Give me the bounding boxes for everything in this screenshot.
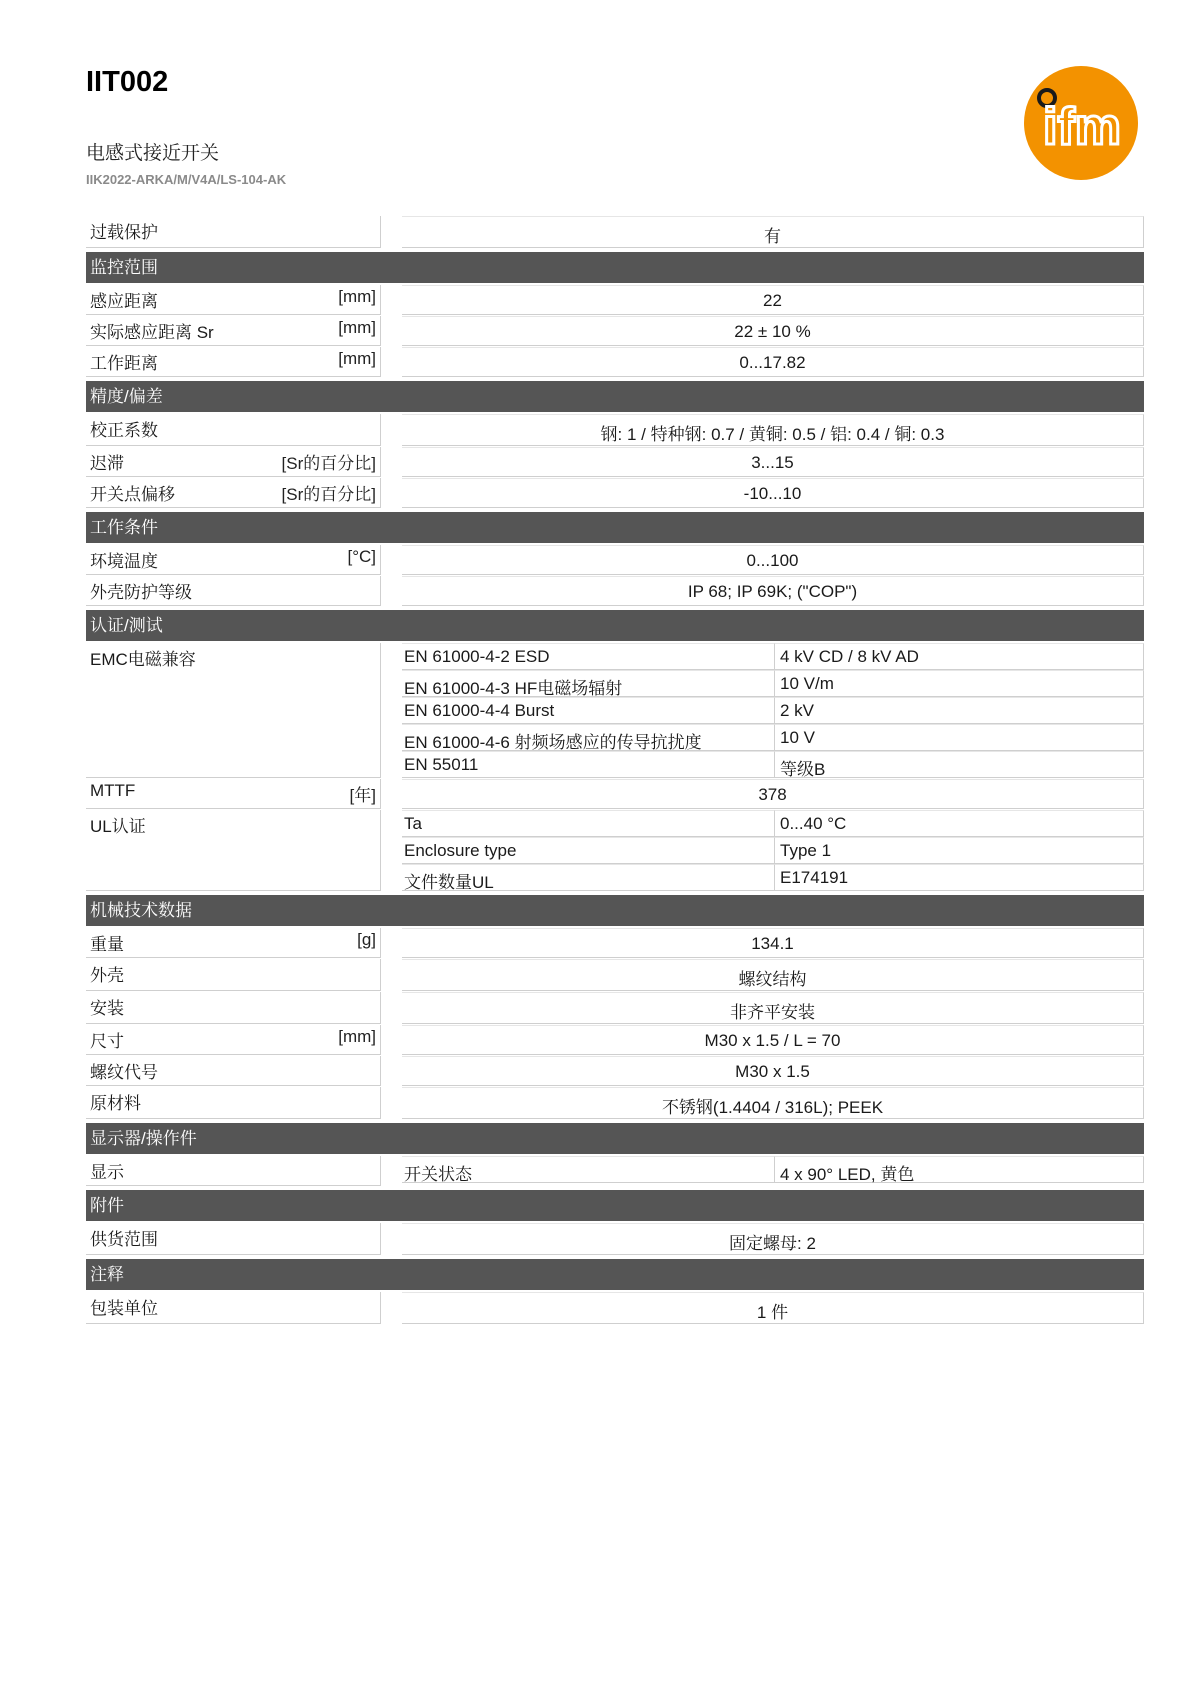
row-label: 包装单位: [90, 1299, 158, 1318]
row-unit: [°C]: [347, 547, 376, 566]
row-unit: [年]: [349, 786, 376, 805]
table-row-correction-factors: [86, 414, 1144, 446]
emc-value: 4 kV CD / 8 kV AD: [775, 643, 1144, 670]
product-subtitle: 电感式接近开关: [86, 143, 220, 164]
ul-key: 文件数量UL: [402, 864, 775, 891]
row-unit: [Sr的百分比]: [281, 485, 376, 504]
row-value: 0...17.82: [402, 347, 1144, 377]
row-value: M30 x 1.5 / L = 70: [402, 1025, 1144, 1055]
ul-subtable: [402, 810, 1144, 891]
emc-standard: EN 61000-4-4 Burst: [402, 697, 775, 724]
emc-standard: EN 55011: [402, 751, 775, 778]
row-unit: [mm]: [338, 287, 376, 306]
row-label: 显示: [90, 1163, 124, 1182]
display-key: 开关状态: [402, 1156, 775, 1183]
emc-subtable: [402, 643, 1144, 778]
ul-value: Type 1: [775, 837, 1144, 864]
row-label: 过载保护: [90, 223, 158, 242]
logo-text: ifm: [1043, 98, 1121, 156]
table-row-sensing-range: [86, 285, 1144, 315]
ifm-logo-icon: [1022, 64, 1140, 182]
list-item: [402, 1156, 1144, 1183]
row-value: 22 ± 10 %: [402, 316, 1144, 346]
section-header-monitoring: 监控范围: [86, 252, 1144, 283]
row-label: 外壳防护等级: [90, 583, 192, 602]
row-unit: [Sr的百分比]: [281, 454, 376, 473]
section-header-accuracy: 精度/偏差: [86, 381, 1144, 412]
row-value: 1 件: [402, 1292, 1144, 1324]
row-value: 钢: 1 / 特种钢: 0.7 / 黄铜: 0.5 / 铝: 0.4 / 铜: 0.3: [402, 414, 1144, 446]
list-item: [402, 837, 1144, 864]
row-label: 供货范围: [90, 1230, 158, 1249]
table-row-real-sensing-range: [86, 316, 1144, 346]
emc-standard: EN 61000-4-3 HF电磁场辐射: [402, 670, 775, 697]
row-label: UL认证: [90, 817, 146, 836]
ul-key: Ta: [402, 810, 775, 837]
ul-key: Enclosure type: [402, 837, 775, 864]
row-label: 安装: [90, 999, 124, 1018]
table-row-housing: [86, 959, 1144, 991]
list-item: [402, 724, 1144, 751]
row-value: IP 68; IP 69K; ("COP"): [402, 576, 1144, 606]
row-label: 校正系数: [90, 421, 158, 440]
row-value: 22: [402, 285, 1144, 315]
row-label: 开关点偏移: [90, 485, 175, 504]
table-row-weight: [86, 928, 1144, 958]
row-value: 3...15: [402, 447, 1144, 477]
section-header-notes: 注释: [86, 1259, 1144, 1290]
list-item: [402, 864, 1144, 891]
table-row-ul-approval: [86, 810, 1144, 891]
table-row-ambient-temperature: [86, 545, 1144, 575]
row-label: 尺寸: [90, 1032, 124, 1051]
table-row-protection-rating: [86, 576, 1144, 606]
section-header-accessories: 附件: [86, 1190, 1144, 1221]
table-row-display: [86, 1156, 1144, 1186]
row-value: 不锈钢(1.4404 / 316L); PEEK: [402, 1087, 1144, 1119]
emc-value: 10 V/m: [775, 670, 1144, 697]
row-label: MTTF: [90, 781, 136, 800]
list-item: [402, 810, 1144, 837]
display-value: 4 x 90° LED, 黄色: [775, 1156, 1144, 1183]
table-row-mounting: [86, 992, 1144, 1024]
table-row-scope-of-supply: [86, 1223, 1144, 1255]
table-row-materials: [86, 1087, 1144, 1119]
row-value: -10...10: [402, 478, 1144, 508]
emc-value: 等级B: [775, 751, 1144, 778]
list-item: [402, 670, 1144, 697]
table-row-overload: [86, 216, 1144, 248]
product-code: IIK2022-ARKA/M/V4A/LS-104-AK: [86, 172, 287, 187]
row-label: 原材料: [90, 1094, 141, 1113]
ul-value: 0...40 °C: [775, 810, 1144, 837]
product-title: IIT002: [86, 66, 169, 98]
table-row-switch-point-drift: [86, 478, 1144, 508]
row-value: 螺纹结构: [402, 959, 1144, 991]
row-label: 工作距离: [90, 354, 158, 373]
table-row-dimensions: [86, 1025, 1144, 1055]
row-label: 迟滞: [90, 454, 124, 473]
ul-value: E174191: [775, 864, 1144, 891]
row-value: 134.1: [402, 928, 1144, 958]
table-row-hysteresis: [86, 447, 1144, 477]
row-value: 有: [402, 216, 1144, 248]
row-unit: [mm]: [338, 318, 376, 337]
row-label: 环境温度: [90, 552, 158, 571]
row-value: 378: [402, 779, 1144, 809]
table-row-emc: [86, 643, 1144, 778]
table-row-operating-distance: [86, 347, 1144, 377]
row-label: 螺纹代号: [90, 1063, 158, 1082]
emc-standard: EN 61000-4-2 ESD: [402, 643, 775, 670]
section-header-display: 显示器/操作件: [86, 1123, 1144, 1154]
row-label: 实际感应距离 Sr: [90, 323, 214, 342]
list-item: [402, 643, 1144, 670]
section-header-certification: 认证/测试: [86, 610, 1144, 641]
row-label: 重量: [90, 935, 124, 954]
emc-standard: EN 61000-4-6 射频场感应的传导抗扰度: [402, 724, 775, 751]
table-row-thread: [86, 1056, 1144, 1086]
row-label: 感应距离: [90, 292, 158, 311]
row-unit: [g]: [357, 930, 376, 949]
row-label: 外壳: [90, 966, 124, 985]
table-row-packaging-unit: [86, 1292, 1144, 1324]
row-unit: [mm]: [338, 1027, 376, 1046]
row-unit: [mm]: [338, 349, 376, 368]
row-value: 固定螺母: 2: [402, 1223, 1144, 1255]
row-value: 0...100: [402, 545, 1144, 575]
list-item: [402, 697, 1144, 724]
emc-value: 10 V: [775, 724, 1144, 751]
datasheet: [86, 216, 1144, 1325]
row-value: 非齐平安装: [402, 992, 1144, 1024]
emc-value: 2 kV: [775, 697, 1144, 724]
row-label: EMC电磁兼容: [90, 650, 196, 669]
list-item: [402, 751, 1144, 778]
section-header-mechanical: 机械技术数据: [86, 895, 1144, 926]
row-value: M30 x 1.5: [402, 1056, 1144, 1086]
table-row-mttf: [86, 779, 1144, 809]
section-header-operating-conditions: 工作条件: [86, 512, 1144, 543]
